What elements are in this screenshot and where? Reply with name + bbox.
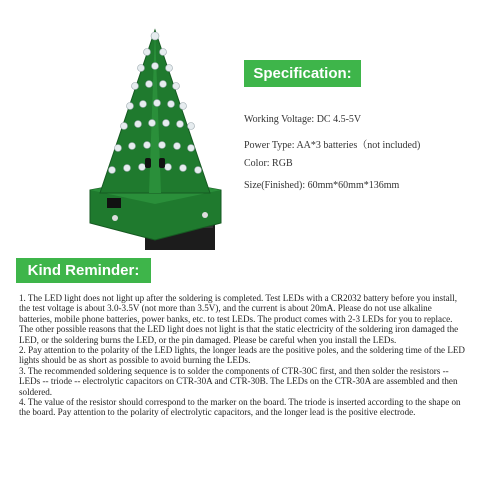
spec-color: Color: RGB: [244, 158, 293, 169]
kind-reminder-banner: [16, 258, 151, 283]
specification-title: Specification:: [253, 65, 352, 82]
reminder-item-4: 4. The value of the resistor should correspond to the marker on the board. The triode is inserted according to the shape on the board. Pay attention to the polarity of electrolytic capacitors, and the longer lead is the positive electrode.: [19, 397, 461, 418]
spec-power-type: Power Type: AA*3 batteries（not included): [244, 140, 421, 151]
reminder-item-1-note: The other possible reasons that the LED light does not light is that the static electricity of the soldering iron damaged the LED, or the soldering burns the LED, or the pin damaged. Please be careful when you install the LEDs.: [19, 324, 459, 345]
reminder-item-2: 2. Pay attention to the polarity of the LED lights, the longer leads are the positive poles, and the soldering time of the LED lights should be as short as possible to avoid burning the LEDs.: [19, 345, 465, 366]
reminder-text: [19, 293, 467, 418]
kind-reminder-title: Kind Reminder:: [27, 262, 140, 279]
reminder-item-1: 1. The LED light does not light up after the soldering is completed. Test LEDs with a CR2032 battery before you install, the test voltage is about 3.0-3.5V (not more than 3.5V), and the current is about 20mA. Please do not use alkaline batteries, mobile phone batteries, power banks, etc. to test LEDs. The product comes with 2-3 LEDs for you to replace.: [19, 293, 457, 324]
spec-size: Size(Finished): 60mm*60mm*136mm: [244, 180, 400, 191]
product-photo: [85, 18, 225, 253]
reminder-item-3: 3. The recommended soldering sequence is to solder the components of CTR-30C first, and then solder the resistors -- LEDs -- triode -- electrolytic capacitors on CTR-30A and CTR-30B. The LEDs on the CTR-30A are assembled and then soldered.: [19, 365, 458, 397]
specification-banner: [244, 60, 361, 87]
spec-working-voltage: Working Voltage: DC 4.5-5V: [244, 114, 362, 125]
